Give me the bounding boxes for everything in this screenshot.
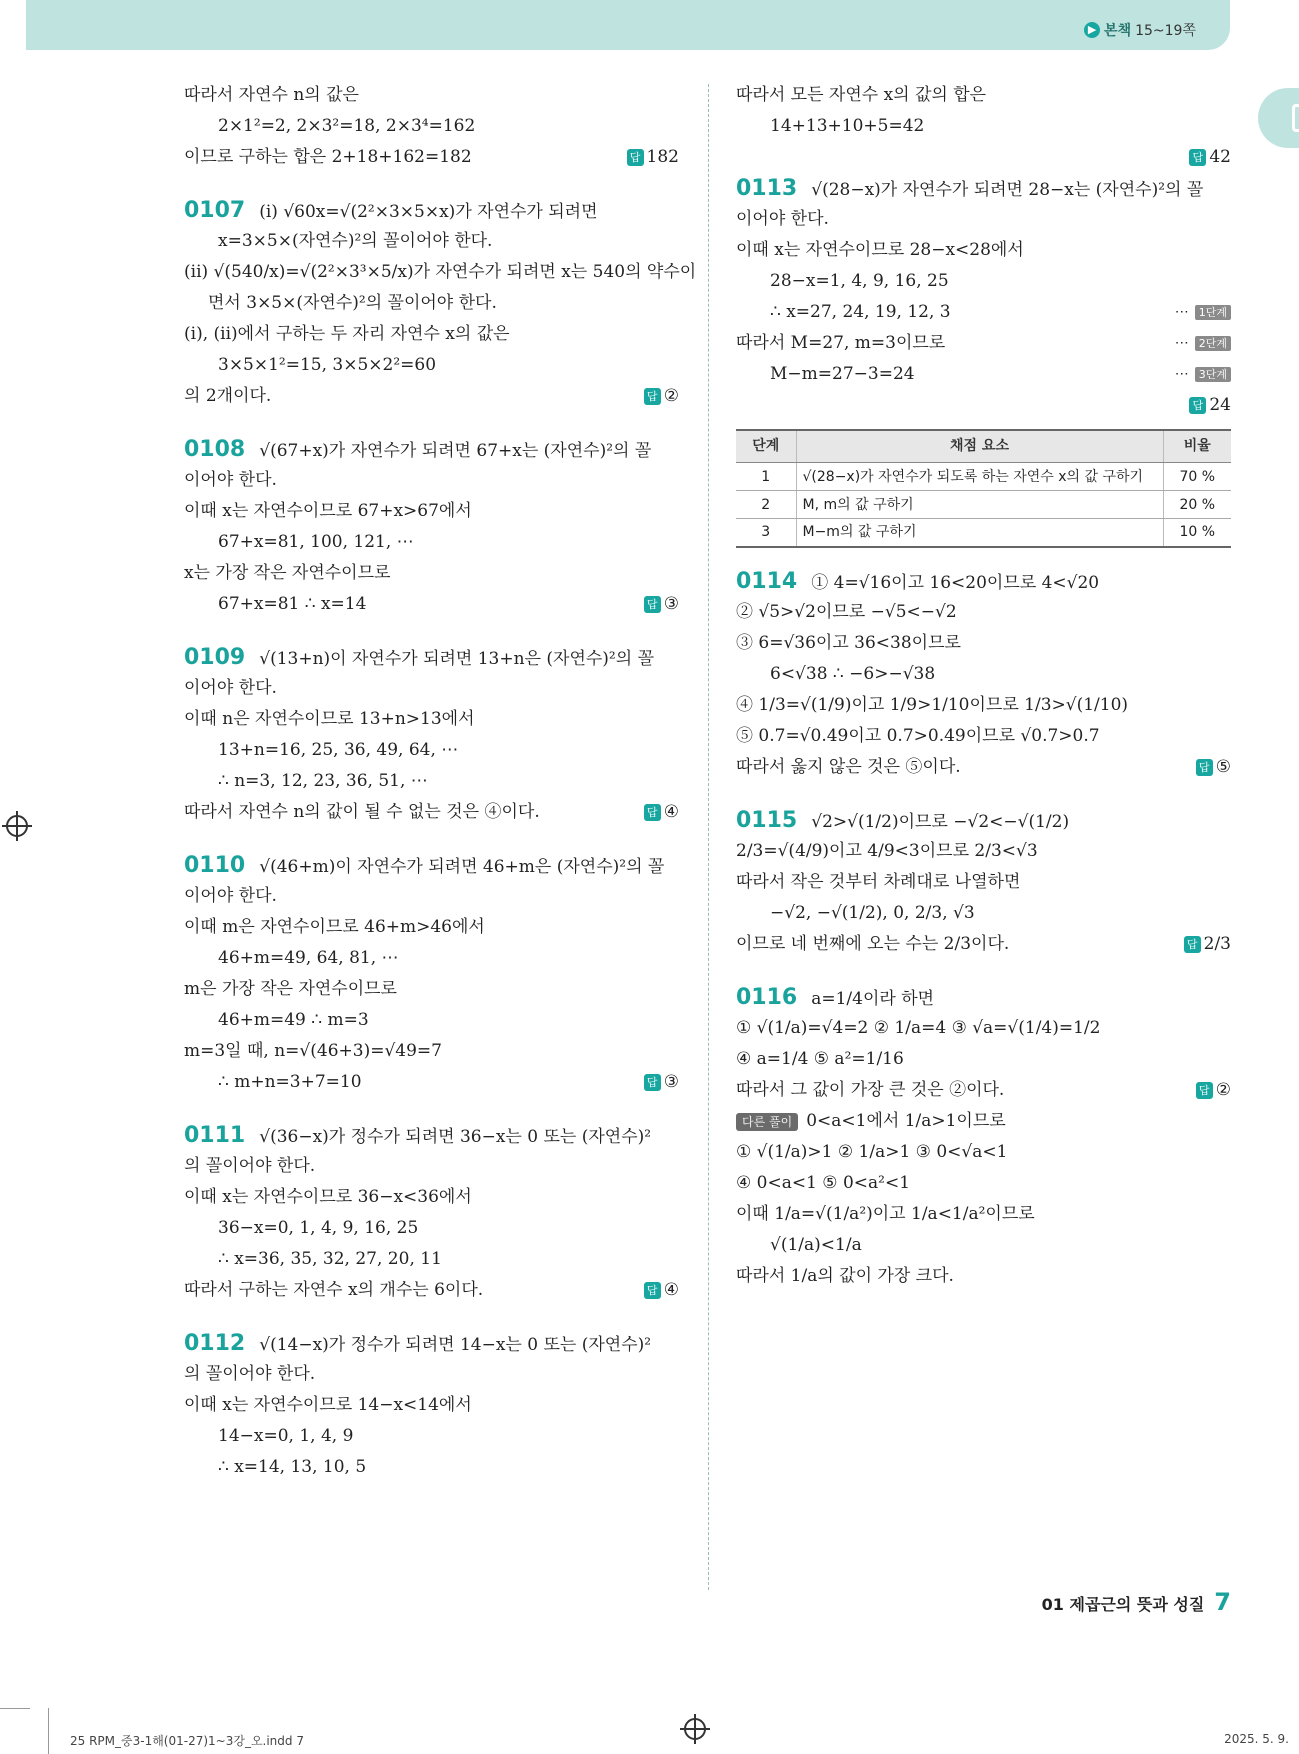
spacer (184, 412, 679, 434)
answer-icon: 답 (644, 388, 661, 405)
line-text: √(28−x)가 자연수가 되려면 28−x는 (자연수)²의 꼴 (811, 180, 1204, 200)
solution-line (736, 297, 1231, 328)
problem-number: 0116 (736, 984, 798, 1010)
answer-icon: 답 (1189, 149, 1206, 166)
problem-number: 0108 (184, 437, 246, 462)
solution-line (736, 597, 1231, 628)
answer-value: ⑤ (1215, 756, 1231, 777)
line-text: M−m=27−3=24 (770, 364, 915, 384)
line-text: ③ 6=√36이고 36<38이므로 (736, 632, 961, 653)
spacer (184, 1098, 679, 1120)
answer-icon: 답 (627, 149, 644, 166)
solution-line (184, 527, 679, 558)
answer-box (644, 589, 679, 620)
solution-line (184, 1359, 679, 1390)
line-text: 이어야 한다. (184, 886, 277, 906)
answer-box (644, 1067, 679, 1098)
solution-line (736, 235, 1231, 266)
solution-line (736, 328, 1231, 359)
spacer (736, 783, 1231, 805)
solution-line (184, 1275, 679, 1306)
solution-line (736, 142, 1231, 173)
solution-line (736, 266, 1231, 297)
answer-value: ③ (663, 594, 679, 614)
print-slug (0, 1696, 1299, 1754)
line-text: m은 가장 작은 자연수이므로 (184, 979, 397, 999)
line-text: 13+n=16, 25, 36, 49, 64, ⋯ (218, 740, 459, 760)
solution-line (736, 721, 1231, 752)
solution-line (184, 1421, 679, 1452)
problem-number: 0110 (184, 853, 246, 878)
print-date: 2025. 5. 9. (1224, 1732, 1289, 1746)
line-text: 면서 3×5×(자연수)²의 꼴이어야 한다. (208, 293, 497, 313)
page-footer (1042, 1588, 1231, 1616)
problem-start-line (184, 1120, 679, 1151)
answer-box (1189, 390, 1231, 421)
criteria-cell: M, m의 값 구하기 (796, 491, 1163, 519)
spacer (184, 620, 679, 642)
step-tag: 2단계 (1195, 336, 1231, 351)
line-text: ⑤ 0.7=√0.49이고 0.7>0.49이므로 √0.7>0.7 (736, 725, 1100, 746)
answer-box (1196, 1075, 1231, 1106)
line-text: 46+m=49 ∴ m=3 (218, 1010, 369, 1030)
ref-pages: 15~19쪽 (1135, 23, 1196, 39)
line-text: 14−x=0, 1, 4, 9 (218, 1426, 354, 1446)
step-marker: ⋯ 2단계 (1175, 328, 1231, 359)
line-text: m=3일 때, n=√(46+3)=√49=7 (184, 1041, 442, 1061)
solution-line (184, 226, 679, 257)
spacer (736, 960, 1231, 982)
chapter-title: 01 제곱근의 뜻과 성질 (1041, 1595, 1205, 1614)
line-text: 이어야 한다. (736, 209, 829, 229)
solution-line (184, 704, 679, 735)
line-text: 따라서 자연수 n의 값이 될 수 없는 것은 ④이다. (184, 802, 540, 822)
right-column-top (736, 80, 1231, 421)
solution-line (184, 974, 679, 1005)
line-text: √(67+x)가 자연수가 되려면 67+x는 (자연수)²의 꼴 (259, 441, 652, 461)
solution-line (184, 1182, 679, 1213)
line-text: 0<a<1에서 1/a>1이므로 (806, 1110, 1006, 1131)
line-text: ① √(1/a)=√4=2 ② 1/a=4 ③ √a=√(1/4)=1/2 (736, 1017, 1101, 1038)
line-text: 따라서 옳지 않은 것은 ⑤이다. (736, 756, 961, 777)
ref-label: 본책 (1104, 23, 1132, 39)
line-text: 이때 x는 자연수이므로 67+x>67에서 (184, 501, 472, 521)
alternate-solution-badge: 다른 풀이 (736, 1113, 798, 1131)
solution-line (184, 673, 679, 704)
line-text: (i) √60x=√(2²×3×5×x)가 자연수가 되려면 (259, 202, 598, 222)
solution-line (184, 797, 679, 828)
line-text: 따라서 작은 것부터 차례대로 나열하면 (736, 871, 1021, 892)
solution-line (184, 1390, 679, 1421)
problem-start-line (736, 173, 1231, 204)
ratio-cell: 10 % (1163, 519, 1231, 547)
criteria-cell: M−m의 값 구하기 (796, 519, 1163, 547)
answer-box (644, 381, 679, 412)
line-text: 46+m=49, 64, 81, ⋯ (218, 948, 399, 968)
solution-line (736, 204, 1231, 235)
problem-start-line (184, 850, 679, 881)
table-row (736, 491, 1231, 519)
line-text: 2/3=√(4/9)이고 4/9<3이므로 2/3<√3 (736, 840, 1038, 861)
header-step: 단계 (736, 430, 796, 463)
file-name: 25 RPM_중3-1해(01-27)1~3강_오.indd 7 (70, 1734, 304, 1748)
header-criteria: 채점 요소 (796, 430, 1163, 463)
answer-box (644, 1275, 679, 1306)
solution-line (184, 1213, 679, 1244)
problem-number: 0112 (184, 1331, 246, 1356)
line-text: 이므로 구하는 합은 2+18+162=182 (184, 147, 472, 167)
solution-line (184, 381, 679, 412)
line-text: x는 가장 작은 자연수이므로 (184, 563, 391, 583)
solution-line (184, 350, 679, 381)
solution-line (184, 111, 679, 142)
problem-number: 0107 (184, 198, 246, 223)
answer-box (644, 797, 679, 828)
line-text: 2×1²=2, 2×3²=18, 2×3⁴=162 (218, 116, 476, 136)
answer-value: ② (1215, 1079, 1231, 1100)
step-cell: 1 (736, 463, 796, 491)
chapter-side-tab (1258, 88, 1299, 148)
problem-number: 0114 (736, 568, 798, 594)
line-text: √(1/a)<1/a (770, 1234, 862, 1255)
spacer (184, 173, 679, 195)
line-text: x=3×5×(자연수)²의 꼴이어야 한다. (218, 231, 493, 251)
answer-value: 24 (1209, 395, 1231, 415)
problem-start-line (184, 642, 679, 673)
top-header-bar (26, 0, 1230, 50)
problem-start-line (184, 1328, 679, 1359)
solution-line (736, 1137, 1231, 1168)
answer-icon: 답 (1196, 759, 1213, 776)
scoring-table (736, 429, 1231, 548)
line-text: 따라서 그 값이 가장 큰 것은 ②이다. (736, 1079, 1005, 1100)
line-text: (ii) √(540/x)=√(2²×3³×5/x)가 자연수가 되려면 x는 540의 약수이 (184, 262, 697, 282)
solution-line (736, 1044, 1231, 1075)
answer-value: ② (663, 386, 679, 406)
solution-line (736, 836, 1231, 867)
solution-line (184, 1067, 679, 1098)
line-text: 따라서 모든 자연수 x의 값의 합은 (736, 85, 987, 105)
line-text: 따라서 구하는 자연수 x의 개수는 6이다. (184, 1280, 484, 1300)
solution-line (736, 752, 1231, 783)
solution-line (184, 558, 679, 589)
solution-line (184, 1005, 679, 1036)
answer-icon: 답 (644, 804, 661, 821)
solution-line (736, 659, 1231, 690)
crop-mark (48, 1708, 49, 1754)
crop-mark (0, 1708, 30, 1709)
line-text: 이때 1/a=√(1/a²)이고 1/a<1/a²이므로 (736, 1203, 1035, 1224)
answer-icon: 답 (644, 1282, 661, 1299)
solution-line (184, 496, 679, 527)
solution-line (184, 912, 679, 943)
line-text: ① 4=√16이고 16<20이므로 4<√20 (811, 572, 1100, 593)
answer-value: 182 (646, 147, 679, 167)
line-text: 이어야 한다. (184, 470, 277, 490)
solution-line (184, 943, 679, 974)
page-reference (1084, 20, 1196, 40)
answer-icon: 답 (644, 1074, 661, 1091)
problem-start-line (184, 434, 679, 465)
line-text: 3×5×1²=15, 3×5×2²=60 (218, 355, 437, 375)
line-text: √(14−x)가 정수가 되려면 14−x는 0 또는 (자연수)² (259, 1335, 652, 1355)
answer-box (1189, 142, 1231, 173)
line-text: 이때 n은 자연수이므로 13+n>13에서 (184, 709, 475, 729)
answer-icon: 답 (1189, 397, 1206, 414)
step-cell: 3 (736, 519, 796, 547)
column-divider (708, 84, 709, 1590)
solution-line (736, 1106, 1231, 1137)
answer-value: 2/3 (1203, 933, 1231, 954)
solution-line (736, 1013, 1231, 1044)
solution-line (184, 766, 679, 797)
solution-line (736, 867, 1231, 898)
line-text: ∴ m+n=3+7=10 (218, 1072, 362, 1092)
spacer (184, 1306, 679, 1328)
line-text: 이때 m은 자연수이므로 46+m>46에서 (184, 917, 485, 937)
line-text: 따라서 자연수 n의 값은 (184, 85, 359, 105)
answer-icon: 답 (1184, 936, 1201, 953)
problem-number: 0113 (736, 176, 798, 201)
problem-start-line (184, 195, 679, 226)
table-row (736, 463, 1231, 491)
line-text: ① √(1/a)>1 ② 1/a>1 ③ 0<√a<1 (736, 1141, 1008, 1162)
answer-box (627, 142, 679, 173)
solution-line (184, 465, 679, 496)
line-text: √(46+m)이 자연수가 되려면 46+m은 (자연수)²의 꼴 (259, 857, 665, 877)
solution-line (184, 257, 697, 288)
problem-start-line (736, 982, 1231, 1013)
line-text: 따라서 M=27, m=3이므로 (736, 333, 946, 353)
line-text: ② √5>√2이므로 −√5<−√2 (736, 601, 957, 622)
line-text: 이므로 네 번째에 오는 수는 2/3이다. (736, 933, 1010, 954)
solution-line (736, 1230, 1231, 1261)
line-text: √(13+n)이 자연수가 되려면 13+n은 (자연수)²의 꼴 (259, 649, 654, 669)
line-text: √(36−x)가 정수가 되려면 36−x는 0 또는 (자연수)² (259, 1127, 652, 1147)
problem-number: 0115 (736, 807, 798, 833)
line-text: ④ 0<a<1 ⑤ 0<a²<1 (736, 1172, 911, 1193)
line-text: ∴ x=36, 35, 32, 27, 20, 11 (218, 1249, 442, 1269)
spacer (184, 828, 679, 850)
solution-line (184, 1452, 679, 1483)
line-text: a=1/4이라 하면 (811, 988, 935, 1009)
problem-start-line (736, 805, 1231, 836)
answer-box (1184, 929, 1231, 960)
header-ratio: 비율 (1163, 430, 1231, 463)
line-text: 이때 x는 자연수이므로 36−x<36에서 (184, 1187, 472, 1207)
left-column (184, 80, 697, 1483)
chapter-tab-icon (1292, 104, 1299, 132)
line-text: ④ 1/3=√(1/9)이고 1/9>1/10이므로 1/3>√(1/10) (736, 694, 1129, 715)
solution-line (184, 80, 679, 111)
line-text: ∴ x=27, 24, 19, 12, 3 (770, 302, 951, 322)
solution-line (736, 1075, 1231, 1106)
solution-line (736, 690, 1231, 721)
line-text: 36−x=0, 1, 4, 9, 16, 25 (218, 1218, 419, 1238)
ratio-cell: 70 % (1163, 463, 1231, 491)
solution-line (184, 142, 679, 173)
answer-icon: 답 (1196, 1082, 1213, 1099)
line-text: 6<√38 ∴ −6>−√38 (770, 663, 936, 684)
line-text: −√2, −√(1/2), 0, 2/3, √3 (770, 902, 975, 923)
answer-value: ③ (663, 1072, 679, 1092)
answer-value: 42 (1209, 147, 1231, 167)
criteria-cell: √(28−x)가 자연수가 되도록 하는 자연수 x의 값 구하기 (796, 463, 1163, 491)
step-tag: 1단계 (1195, 305, 1231, 320)
line-text: 이어야 한다. (184, 678, 277, 698)
problem-number: 0109 (184, 645, 246, 670)
solution-line (736, 1199, 1231, 1230)
solution-line (736, 898, 1231, 929)
solution-line (736, 390, 1231, 421)
line-text: √2>√(1/2)이므로 −√2<−√(1/2) (811, 811, 1070, 832)
right-column (736, 80, 1231, 1292)
answer-value: ④ (663, 802, 679, 822)
line-text: 의 꼴이어야 한다. (184, 1156, 316, 1176)
right-column-bottom (736, 566, 1231, 1292)
step-marker: ⋯ 3단계 (1175, 359, 1231, 390)
solution-line (184, 881, 679, 912)
page-number: 7 (1214, 1588, 1231, 1616)
line-text: 28−x=1, 4, 9, 16, 25 (770, 271, 949, 291)
solution-line (184, 1151, 679, 1182)
solution-line (736, 359, 1231, 390)
ratio-cell: 20 % (1163, 491, 1231, 519)
solution-line (184, 1244, 679, 1275)
line-text: 이때 x는 자연수이므로 14−x<14에서 (184, 1395, 472, 1415)
solution-line (736, 1168, 1231, 1199)
registration-mark-icon (6, 815, 28, 837)
scoring-table-header (736, 430, 1231, 463)
line-text: 따라서 1/a의 값이 가장 크다. (736, 1265, 954, 1286)
solution-line (736, 80, 1231, 111)
solution-line (184, 319, 679, 350)
line-text: 이때 x는 자연수이므로 28−x<28에서 (736, 240, 1024, 260)
solution-line (736, 1261, 1231, 1292)
answer-value: ④ (663, 1280, 679, 1300)
solution-line (184, 735, 679, 766)
line-text: 의 꼴이어야 한다. (184, 1364, 316, 1384)
line-text: 67+x=81 ∴ x=14 (218, 594, 367, 614)
problem-number: 0111 (184, 1123, 246, 1148)
line-text: ∴ n=3, 12, 23, 36, 51, ⋯ (218, 771, 428, 791)
line-text: (i), (ii)에서 구하는 두 자리 자연수 x의 값은 (184, 324, 510, 344)
answer-box (1196, 752, 1231, 783)
line-text: ④ a=1/4 ⑤ a²=1/16 (736, 1048, 904, 1069)
step-tag: 3단계 (1195, 367, 1231, 382)
registration-mark-icon (684, 1718, 706, 1740)
solution-line (184, 288, 679, 319)
line-text: 의 2개이다. (184, 386, 272, 406)
problem-start-line (736, 566, 1231, 597)
arrow-right-icon: ▶ (1084, 22, 1100, 38)
step-marker: ⋯ 1단계 (1175, 297, 1231, 328)
solution-line (184, 589, 679, 620)
table-row (736, 519, 1231, 547)
answer-icon: 답 (644, 596, 661, 613)
solution-line (736, 111, 1231, 142)
line-text: 67+x=81, 100, 121, ⋯ (218, 532, 414, 552)
solution-line (736, 929, 1231, 960)
solution-line (736, 628, 1231, 659)
solution-line (184, 1036, 679, 1067)
line-text: ∴ x=14, 13, 10, 5 (218, 1457, 367, 1477)
step-cell: 2 (736, 491, 796, 519)
line-text: 14+13+10+5=42 (770, 116, 925, 136)
